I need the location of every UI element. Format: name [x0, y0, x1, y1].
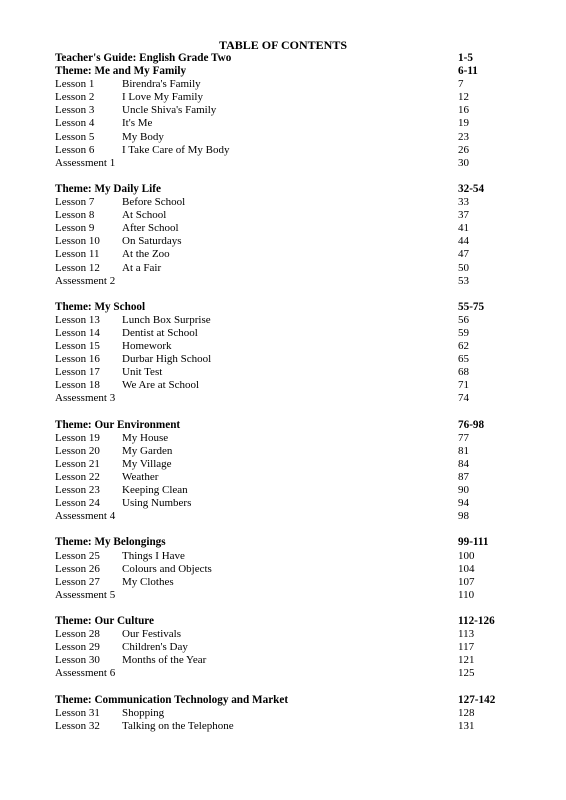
- assessment-title: Assessment 1: [55, 156, 116, 169]
- toc-entry: [55, 196, 515, 209]
- toc-entry: [55, 550, 515, 563]
- toc-entry: [55, 104, 515, 117]
- assessment-page: 53: [458, 274, 469, 287]
- lesson-number: Lesson 8: [55, 209, 95, 222]
- lesson-title: Before School: [122, 196, 186, 209]
- lesson-number: Lesson 23: [55, 484, 100, 497]
- lesson-number: Lesson 19: [55, 431, 100, 444]
- toc-entry: [55, 222, 515, 235]
- toc-entry: [55, 131, 515, 144]
- lesson-page: 121: [458, 654, 475, 667]
- toc-entry: [55, 471, 515, 484]
- assessment-title: Assessment 5: [55, 588, 116, 601]
- toc-guide-row: [55, 52, 515, 65]
- lesson-page: 41: [458, 222, 469, 235]
- assessment-title: Assessment 6: [55, 667, 116, 680]
- lesson-title: I Love My Family: [122, 91, 203, 104]
- lesson-number: Lesson 1: [55, 78, 95, 91]
- lesson-title: Unit Test: [122, 366, 163, 379]
- lesson-title: My Garden: [122, 444, 173, 457]
- lesson-title: Our Festivals: [122, 628, 181, 641]
- guide-title: Teacher's Guide: English Grade Two: [55, 52, 232, 64]
- toc-entry: [55, 720, 515, 733]
- section-pages: 55-75: [458, 300, 485, 313]
- toc-entry: [55, 117, 515, 130]
- lesson-page: 113: [458, 628, 475, 641]
- lesson-title: Things I Have: [122, 549, 185, 562]
- section-heading: [55, 65, 515, 78]
- lesson-page: 107: [458, 575, 475, 588]
- toc-entry: [55, 707, 515, 720]
- toc-entry: [55, 248, 515, 261]
- assessment-entry: [55, 157, 515, 170]
- lesson-number: Lesson 9: [55, 222, 95, 235]
- lesson-number: Lesson 5: [55, 130, 95, 143]
- guide-pages: 1-5: [458, 52, 473, 64]
- toc-entry: [55, 235, 515, 248]
- toc-entry: [55, 78, 515, 91]
- section-title: Theme: Me and My Family: [55, 65, 187, 78]
- lesson-page: 81: [458, 444, 469, 457]
- lesson-page: 71: [458, 379, 469, 392]
- lesson-number: Lesson 15: [55, 340, 100, 353]
- lesson-page: 23: [458, 130, 469, 143]
- lesson-number: Lesson 20: [55, 444, 100, 457]
- toc-entry: [55, 445, 515, 458]
- assessment-page: 74: [458, 392, 469, 405]
- toc-entry: [55, 641, 515, 654]
- lesson-number: Lesson 2: [55, 91, 95, 104]
- section-title: Theme: My Belongings: [55, 536, 166, 549]
- lesson-page: 47: [458, 248, 469, 261]
- lesson-number: Lesson 6: [55, 143, 95, 156]
- toc-entry: [55, 327, 515, 340]
- toc-entry: [55, 340, 515, 353]
- section-title: Theme: Our Culture: [55, 615, 155, 628]
- lesson-title: At a Fair: [122, 261, 162, 274]
- lesson-title: Talking on the Telephone: [122, 719, 234, 732]
- lesson-number: Lesson 29: [55, 641, 100, 654]
- lesson-page: 100: [458, 549, 475, 562]
- lesson-title: Using Numbers: [122, 497, 192, 510]
- assessment-entry: [55, 510, 515, 523]
- section-pages: 127-142: [458, 693, 496, 706]
- lesson-title: My Body: [122, 130, 164, 143]
- section-pages: 99-111: [458, 536, 489, 549]
- lesson-page: 104: [458, 562, 475, 575]
- lesson-number: Lesson 25: [55, 549, 100, 562]
- lesson-title: My House: [122, 431, 169, 444]
- lesson-page: 84: [458, 457, 469, 470]
- lesson-title: On Saturdays: [122, 235, 182, 248]
- lesson-number: Lesson 32: [55, 719, 100, 732]
- toc-entry: [55, 458, 515, 471]
- lesson-page: 90: [458, 484, 469, 497]
- lesson-page: 50: [458, 261, 469, 274]
- toc-entry: [55, 91, 515, 104]
- assessment-title: Assessment 3: [55, 392, 116, 405]
- lesson-page: 128: [458, 706, 475, 719]
- lesson-title: Dentist at School: [122, 326, 198, 339]
- lesson-title: Birendra's Family: [122, 78, 201, 91]
- assessment-page: 125: [458, 667, 475, 680]
- lesson-number: Lesson 22: [55, 471, 100, 483]
- toc-entry: [55, 353, 515, 366]
- section-heading: [55, 301, 515, 314]
- lesson-page: 7: [458, 78, 464, 91]
- lesson-title: Months of the Year: [122, 654, 207, 667]
- lesson-title: I Take Care of My Body: [122, 143, 230, 156]
- section-pages: 32-54: [458, 182, 485, 195]
- toc-entry: [55, 366, 515, 379]
- section-heading: [55, 536, 515, 549]
- lesson-title: After School: [122, 222, 179, 235]
- lesson-number: Lesson 16: [55, 353, 100, 366]
- assessment-entry: [55, 392, 515, 405]
- lesson-page: 59: [458, 326, 469, 339]
- lesson-title: My Clothes: [122, 575, 174, 588]
- lesson-page: 56: [458, 313, 469, 326]
- toc-entry: [55, 654, 515, 667]
- assessment-entry: [55, 275, 515, 288]
- toc-entry: [55, 379, 515, 392]
- lesson-page: 87: [458, 471, 469, 483]
- lesson-page: 16: [458, 104, 469, 117]
- lesson-title: Children's Day: [122, 641, 188, 654]
- lesson-number: Lesson 11: [55, 248, 100, 261]
- lesson-title: My Village: [122, 457, 172, 470]
- lesson-page: 65: [458, 353, 469, 366]
- toc-entry: [55, 144, 515, 157]
- lesson-title: Lunch Box Surprise: [122, 313, 211, 326]
- lesson-page: 117: [458, 641, 475, 654]
- lesson-number: Lesson 31: [55, 706, 100, 719]
- lesson-page: 68: [458, 366, 469, 379]
- lesson-page: 44: [458, 235, 469, 248]
- page-title: TABLE OF CONTENTS: [218, 38, 348, 52]
- section-heading: [55, 615, 515, 628]
- assessment-title: Assessment 2: [55, 274, 116, 287]
- section-heading: [55, 694, 515, 707]
- lesson-number: Lesson 28: [55, 628, 100, 641]
- lesson-title: Shopping: [122, 706, 165, 719]
- lesson-number: Lesson 26: [55, 562, 100, 575]
- section-title: Theme: Our Environment: [55, 418, 181, 431]
- lesson-number: Lesson 13: [55, 313, 100, 326]
- assessment-title: Assessment 4: [55, 510, 116, 523]
- lesson-number: Lesson 18: [55, 379, 100, 392]
- toc-entry: [55, 209, 515, 222]
- lesson-number: Lesson 3: [55, 104, 95, 117]
- section-pages: 6-11: [458, 65, 478, 78]
- toc-entry: [55, 432, 515, 445]
- assessment-page: 98: [458, 510, 469, 523]
- section-title: Theme: Communication Technology and Market: [55, 693, 289, 706]
- lesson-title: Keeping Clean: [122, 484, 188, 497]
- lesson-number: Lesson 30: [55, 654, 100, 667]
- lesson-number: Lesson 27: [55, 575, 100, 588]
- lesson-title: At the Zoo: [122, 248, 170, 261]
- assessment-page: 30: [458, 156, 469, 169]
- section-pages: 76-98: [458, 418, 485, 431]
- section-title: Theme: My Daily Life: [55, 182, 161, 195]
- lesson-page: 33: [458, 196, 469, 209]
- lesson-title: It's Me: [122, 117, 153, 130]
- lesson-number: Lesson 17: [55, 366, 100, 379]
- assessment-entry: [55, 589, 515, 602]
- lesson-page: 94: [458, 497, 469, 510]
- toc-entry: [55, 484, 515, 497]
- lesson-title: We Are at School: [122, 379, 200, 392]
- lesson-page: 37: [458, 209, 469, 222]
- toc-entry: [55, 576, 515, 589]
- assessment-page: 110: [458, 588, 475, 601]
- section-heading: [55, 419, 515, 432]
- lesson-number: Lesson 12: [55, 261, 100, 274]
- lesson-page: 26: [458, 143, 469, 156]
- lesson-title: Homework: [122, 340, 172, 353]
- lesson-title: Colours and Objects: [122, 562, 212, 575]
- lesson-title: Weather: [122, 471, 159, 483]
- section-title: Theme: My School: [55, 300, 146, 313]
- toc-entry: [55, 628, 515, 641]
- lesson-number: Lesson 4: [55, 117, 95, 130]
- lesson-number: Lesson 7: [55, 196, 95, 209]
- lesson-page: 62: [458, 340, 469, 353]
- lesson-title: Uncle Shiva's Family: [122, 104, 217, 117]
- lesson-title: Durbar High School: [122, 353, 212, 366]
- section-heading: [55, 183, 515, 196]
- lesson-page: 19: [458, 117, 469, 130]
- toc-list: [55, 52, 515, 733]
- lesson-number: Lesson 24: [55, 497, 100, 510]
- lesson-title: At School: [122, 209, 167, 222]
- toc-entry: [55, 497, 515, 510]
- lesson-page: 12: [458, 91, 469, 104]
- lesson-number: Lesson 14: [55, 326, 100, 339]
- lesson-page: 77: [458, 431, 469, 444]
- toc-entry: [55, 563, 515, 576]
- toc-entry: [55, 314, 515, 327]
- toc-entry: [55, 262, 515, 275]
- assessment-entry: [55, 667, 515, 680]
- section-pages: 112-126: [458, 615, 495, 628]
- lesson-number: Lesson 21: [55, 457, 100, 470]
- lesson-page: 131: [458, 719, 475, 732]
- lesson-number: Lesson 10: [55, 235, 100, 248]
